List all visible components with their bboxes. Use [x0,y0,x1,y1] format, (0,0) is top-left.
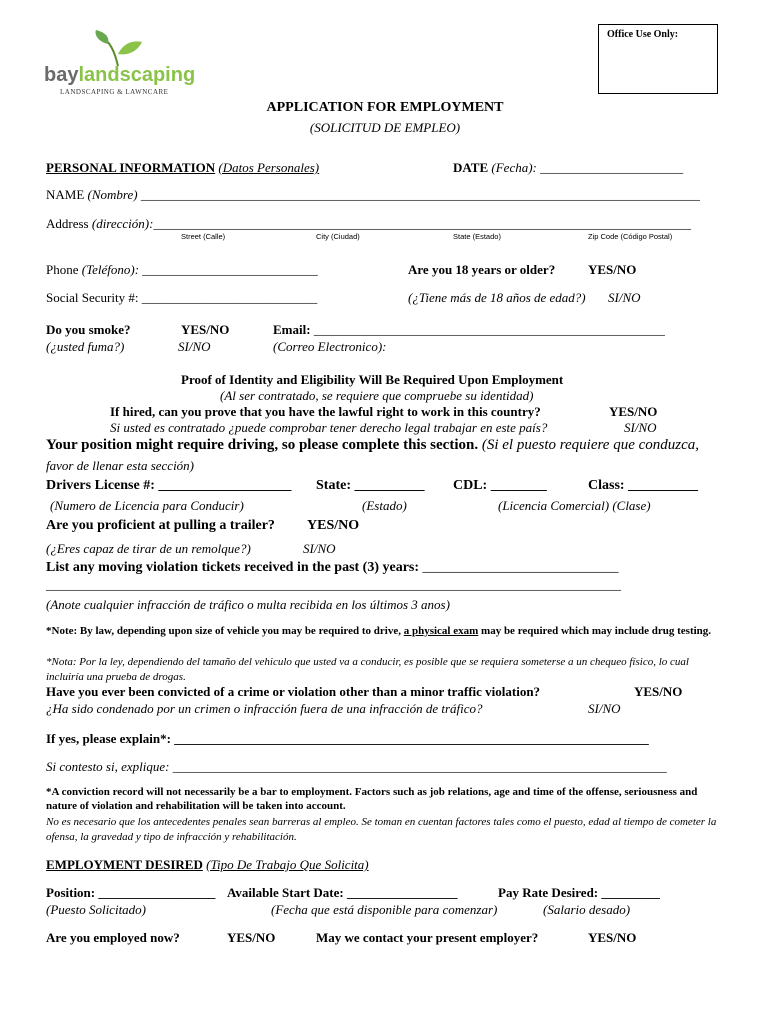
phone-field[interactable] [46,262,318,278]
smoke-option[interactable]: YES/NO [181,322,230,337]
name-field[interactable] [46,187,700,203]
age-question: Are you 18 years or older? [408,262,556,277]
trailer-question-es: (¿Eres capaz de tirar de un remolque?) [46,541,251,556]
contact-question: May we contact your present employer? [316,930,539,945]
position-label-es: (Puesto Solicitado) [46,902,147,917]
name-label: NAME [46,187,85,202]
license-field[interactable]: Drivers License #: ___________________ [46,478,292,493]
crime-option-es[interactable]: SI/NO [588,701,621,716]
phone-label-es: (Teléfono): [81,262,140,277]
ssn-label: Social Security #: [46,290,139,305]
tickets-label: List any moving violation tickets received in the past (3) years: [46,560,420,575]
note-physical-exam-link: a physical exam [403,625,479,637]
address-line: ______________________________________________________________________________________ [153,217,691,231]
trailer-option-es[interactable]: SI/NO [303,541,336,556]
name-line: ______________________________________________________________________________________ [140,187,700,202]
tickets-line-2[interactable]: ____________________________________________________________________________________________ [46,578,621,592]
age-question-es: (¿Tiene más de 18 años de edad?) [408,290,586,305]
work-right-question: If hired, can you prove that you have the lawful right to work in this country? [110,404,541,419]
contact-option[interactable]: YES/NO [588,930,637,945]
work-right-option-es[interactable]: SI/NO [624,420,657,435]
trailer-option[interactable]: YES/NO [307,518,360,533]
tickets-field[interactable] [46,560,619,576]
address-city-hint: City (Ciudad) [316,232,360,241]
position-field[interactable]: Position: __________________ [46,885,216,900]
page-title: APPLICATION FOR EMPLOYMENT [266,100,504,115]
work-right-option[interactable]: YES/NO [609,404,658,419]
smoke-option-es[interactable]: SI/NO [178,339,211,354]
proof-title: Proof of Identity and Eligibility Will Be Required Upon Employment [181,372,564,387]
crime-question: Have you ever been convicted of a crime or violation other than a minor traffic violation? [46,684,541,699]
class-field[interactable]: Class: __________ [588,478,699,493]
address-street-hint: Street (Calle) [181,232,226,241]
pay-rate-field[interactable]: Pay Rate Desired: _________ [498,885,660,900]
personal-info-label-es: (Datos Personales) [218,160,320,175]
driving-intro-es-2: favor de llenar esta sección) [46,458,195,473]
driving-intro-es-1: (Si el puesto requiere que conduzca, [481,437,700,453]
license-state-es: (Estado) [362,498,407,513]
office-use-label: Office Use Only: [607,29,679,40]
start-date-field[interactable]: Available Start Date: _________________ [227,885,458,900]
address-state-hint: State (Estado) [453,232,501,241]
email-label-es: (Correo Electronico): [273,339,387,354]
crime-explain-es-field[interactable]: Si contesto si, explique: ____________________________________________________________________________ [46,759,667,774]
pay-rate-label-es: (Salario desado) [543,902,631,917]
note-physical-exam [46,624,726,638]
smoke-question: Do you smoke? [46,322,131,337]
address-field[interactable] [46,216,691,232]
personal-info-heading [46,160,319,176]
tickets-line: ____________________________ [422,560,619,575]
page-subtitle: (SOLICITUD DE EMPLEO) [309,120,461,135]
company-logo [44,30,204,102]
note-physical-a: *Note: By law, depending upon size of vehicle you may be required to drive, [46,625,401,637]
name-label-es: (Nombre) [87,187,138,202]
email-label: Email: [273,322,311,337]
cdl-class-es: (Licencia Comercial) (Clase) [498,498,651,513]
note-physical-es: *Nota: Por la ley, dependiendo del tamaño del vehiculo que usted va a conducir, es posible que se requiera someterse a un chequeo físico, lo cual incluiría una prueba de drogas. [46,656,689,683]
address-label-es: (dirección): [91,216,154,231]
leaf-icon [90,30,150,68]
email-field[interactable] [273,322,665,338]
driving-intro-en: Your position might require driving, so please complete this section. [46,437,479,453]
license-label-es: (Numero de Licencia para Conducir) [50,498,244,513]
driving-intro [46,437,699,454]
ssn-line: ___________________________ [141,290,318,305]
ssn-field[interactable] [46,290,317,306]
crime-option[interactable]: YES/NO [634,684,683,699]
note-physical-b: may be required which may include drug testing. [481,625,712,637]
employed-option[interactable]: YES/NO [227,930,276,945]
proof-title-es: (Al ser contratado, se requiere que compruebe su identidad) [220,388,534,403]
employment-label-es: (Tipo De Trabajo Que Solicita) [206,857,369,872]
date-label: DATE [453,160,489,175]
employment-heading [46,857,369,873]
note-conviction-es: No es necesario que los antecedentes penales sean barreras al empleo. Se toman en cuentan factores tales como el puesto, edad al tiempo de cometer la ofensa, la gravedad y tipo de infracción y rehabilitación. [46,816,717,843]
phone-line: ___________________________ [142,262,318,277]
tickets-label-es: (Anote cualquier infracción de tráfico o multa recibida en los últimos 3 anos) [46,597,450,612]
email-line: ______________________________________________________ [313,322,665,337]
logo-tagline: LANDSCAPING & LAWNCARE [60,88,169,96]
crime-explain-field[interactable]: If yes, please explain*: _________________________________________________________________________ [46,731,649,746]
age-option[interactable]: YES/NO [588,262,637,277]
cdl-field[interactable]: CDL: ________ [453,478,547,493]
office-use-box [598,24,718,94]
employment-label: EMPLOYMENT DESIRED [46,857,203,872]
smoke-question-es: (¿usted fuma?) [46,339,125,354]
personal-info-label: PERSONAL INFORMATION [46,160,216,175]
note-conviction: *A conviction record will not necessarily be a bar to employment. Factors such as job relations, age and time of the offense, seriousness and nature of violation and rehabilitation will be taken into account. [46,786,698,812]
logo-landscaping: landscaping [78,64,196,86]
age-option-es[interactable]: SI/NO [608,290,641,305]
employed-question: Are you employed now? [46,930,180,945]
work-right-question-es: Si usted es contratado ¿puede comprobar tener derecho legal trabajar en este país? [110,420,548,435]
address-zip-hint: Zip Code (Código Postal) [588,232,673,241]
address-label: Address [46,216,89,231]
license-state-field[interactable]: State: __________ [316,478,425,493]
trailer-question: Are you proficient at pulling a trailer? [46,518,275,533]
start-date-label-es: (Fecha que está disponible para comenzar) [271,902,498,917]
phone-label: Phone [46,262,79,277]
date-label-es: (Fecha): ______________________ [491,160,684,175]
date-field[interactable] [453,160,683,176]
crime-question-es: ¿Ha sido condenado por un crimen o infracción fuera de una infracción de tráfico? [46,701,483,716]
logo-bay: bay [44,64,79,86]
